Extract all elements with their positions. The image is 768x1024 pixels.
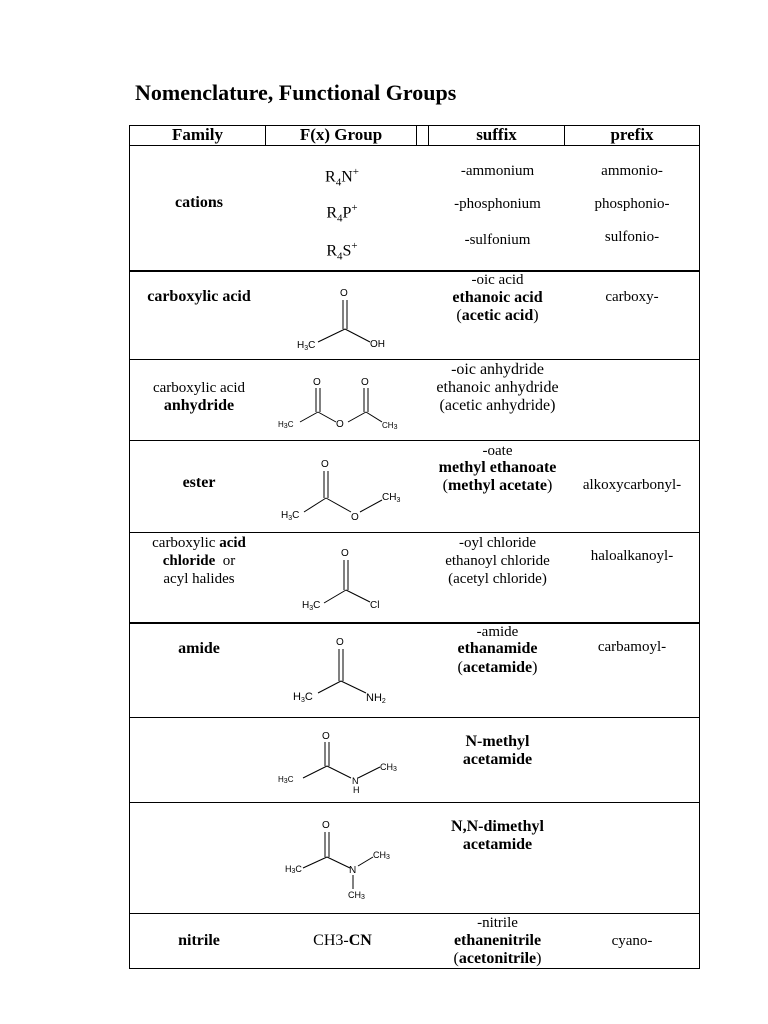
svg-text:N: N xyxy=(349,865,357,876)
name-n-methyl-acetamide: acetamide xyxy=(462,751,533,768)
family-acid-chloride-line3: acyl halides xyxy=(163,571,235,587)
svg-text:NH2: NH2 xyxy=(366,692,386,705)
prefix-haloalkanoyl: haloalkanoyl- xyxy=(590,548,674,564)
name-n-methyl: N-methyl xyxy=(465,733,530,750)
svg-text:O: O xyxy=(361,377,369,388)
name-methyl-ethanoate: methyl ethanoate xyxy=(438,459,557,476)
prefix-sulfonio: sulfonio- xyxy=(604,229,660,245)
family-amide: amide xyxy=(178,640,220,657)
suffix-oic-anhydride: -oic anhydride xyxy=(451,361,544,378)
functional-groups-table xyxy=(129,125,700,969)
acetic-anhydride-structure xyxy=(278,376,408,436)
svg-text:O: O xyxy=(341,548,349,559)
suffix-oic-acid: -oic acid xyxy=(471,272,524,288)
svg-text:CH3: $CH_3$ xyxy=(382,492,401,504)
group-ammonium: $R_4N^+$ xyxy=(325,166,359,189)
svg-text:H3C: $H_3C$ xyxy=(297,340,316,352)
svg-text:O: O xyxy=(322,731,330,742)
name-acetyl-chloride: (acetyl chloride) xyxy=(448,571,547,587)
group-phosphonium: $R_4P^+$ xyxy=(326,202,358,225)
name-ethanoyl-chloride: ethanoyl chloride xyxy=(445,553,550,569)
name-acetic-acid: (acetic acid) xyxy=(456,307,539,324)
acetamide-structure xyxy=(288,635,398,707)
svg-text:OH: OH xyxy=(370,339,385,350)
name-ethanenitrile: ethanenitrile xyxy=(453,932,542,949)
name-acetonitrile: (acetonitrile) xyxy=(453,950,542,967)
family-anhydride-line2: anhydride xyxy=(163,397,235,414)
family-ester: ester xyxy=(182,474,216,491)
name-ethanamide: ethanamide xyxy=(457,640,538,657)
svg-text:CH3: CH3 xyxy=(380,762,397,773)
prefix-ammonio: ammonio- xyxy=(601,163,663,179)
family-nitrile: nitrile xyxy=(178,932,220,949)
svg-text:CH3: CH3 xyxy=(348,890,365,901)
svg-text:O: O xyxy=(313,377,321,388)
svg-text:Cl: Cl xyxy=(370,600,380,611)
header-prefix: prefix xyxy=(610,125,654,144)
header-family: Family xyxy=(172,125,223,144)
n-methylacetamide-structure xyxy=(278,726,413,796)
name-nn-dimethyl: N,N-dimethyl xyxy=(451,818,544,835)
name-nn-dimethyl-acetamide: acetamide xyxy=(462,836,533,853)
svg-text:O: O xyxy=(336,637,344,648)
family-acid-chloride-line2: chloride or xyxy=(162,553,236,569)
acetic-acid-structure xyxy=(292,286,392,356)
family-acid-chloride-line1: carboxylic acid xyxy=(152,535,246,551)
name-acetamide: (acetamide) xyxy=(457,659,538,676)
svg-text:O: O xyxy=(340,288,348,299)
svg-text:O: O xyxy=(336,419,344,430)
suffix-ammonium: -ammonium xyxy=(460,163,535,179)
svg-text:H: H xyxy=(353,785,360,795)
svg-text:CH3: CH3 xyxy=(382,421,398,431)
name-ethanoic-anhydride: ethanoic anhydride xyxy=(436,379,559,396)
header-group: F(x) Group xyxy=(299,125,383,144)
name-methyl-acetate: (methyl acetate) xyxy=(442,477,553,494)
svg-text:H3C: H3C xyxy=(278,775,294,785)
svg-text:H3C: $H_3C$ xyxy=(302,600,321,612)
acetyl-chloride-structure xyxy=(298,546,398,616)
prefix-carboxy: carboxy- xyxy=(605,289,659,305)
svg-text:O: O xyxy=(351,512,359,523)
nn-dimethylacetamide-structure xyxy=(285,816,420,901)
suffix-nitrile: -nitrile xyxy=(477,915,518,931)
svg-text:CH3: CH3 xyxy=(373,850,390,861)
header-suffix: suffix xyxy=(476,125,517,144)
svg-text:H3C: H3C xyxy=(293,691,313,704)
svg-text:O: O xyxy=(321,459,329,470)
svg-text:H3C: H3C xyxy=(285,864,302,875)
name-ethanoic-acid: ethanoic acid xyxy=(452,289,543,306)
svg-text:O: O xyxy=(322,820,330,831)
family-carboxylic-acid: carboxylic acid xyxy=(147,288,251,305)
prefix-alkoxycarbonyl: alkoxycarbonyl- xyxy=(582,477,682,493)
suffix-sulfonium: -sulfonium xyxy=(464,232,531,248)
suffix-oyl-chloride: -oyl chloride xyxy=(458,535,537,551)
prefix-phosphonio: phosphonio- xyxy=(594,196,670,212)
svg-text:N: N xyxy=(352,776,359,786)
suffix-phosphonium: -phosphonium xyxy=(454,196,541,212)
family-anhydride-line1: carboxylic acid xyxy=(152,380,246,396)
suffix-oate: -oate xyxy=(482,443,513,459)
group-sulfonium: $R_4S^+$ xyxy=(326,240,358,263)
methyl-acetate-structure xyxy=(278,456,413,526)
name-acetic-anhydride: (acetic anhydride) xyxy=(439,397,556,414)
group-nitrile: CH3-CN xyxy=(313,932,372,949)
family-cations: cations xyxy=(175,194,223,211)
suffix-amide: -amide xyxy=(476,624,519,640)
prefix-cyano: cyano- xyxy=(611,933,653,949)
page-title: Nomenclature, Functional Groups xyxy=(135,80,457,105)
svg-text:H3C: H3C xyxy=(278,420,294,430)
svg-text:H3C: $H_3C$ xyxy=(281,510,300,522)
prefix-carbamoyl: carbamoyl- xyxy=(597,639,667,655)
